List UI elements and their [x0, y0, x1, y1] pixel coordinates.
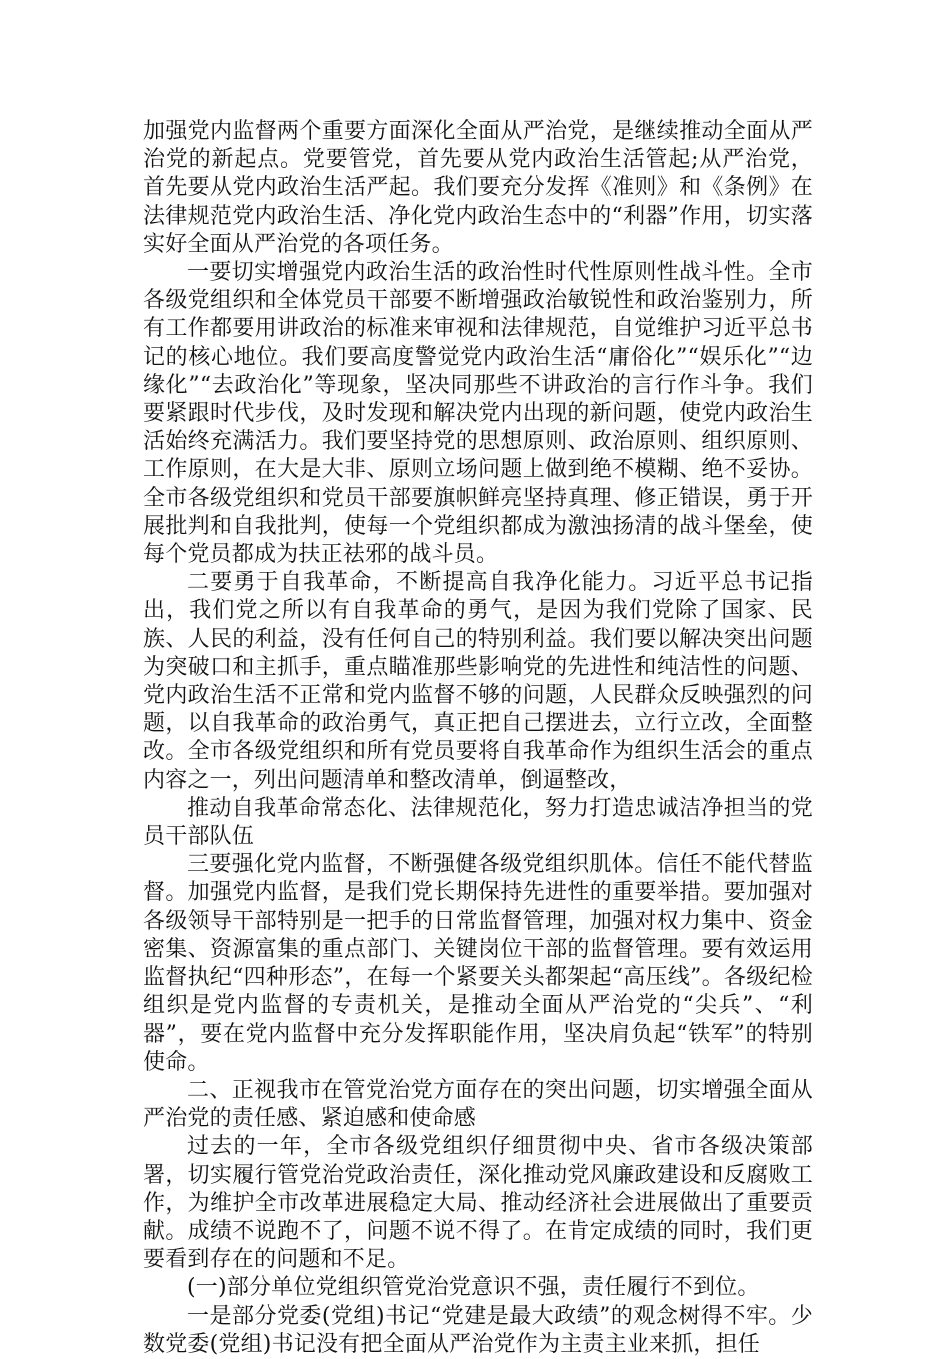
section-heading: 二、正视我市在管党治党方面存在的突出问题，切实增强全面从严治党的责任感、紧迫感和使命感 — [143, 1077, 813, 1132]
paragraph: 一是部分党委(党组)书记“党建是最大政绩”的观念树得不牢。少数党委(党组)书记没有把全面从严治党作为主责主业来抓，担任 — [143, 1303, 813, 1357]
paragraph: 过去的一年，全市各级党组织仔细贯彻中央、省市各级决策部署，切实履行管党治党政治责任，深化推动党风廉政建设和反腐败工作，为维护全市改革进展稳定大局、推动经济社会进展做出了重要贡献。成绩不说跑不了，问题不说不得了。在肯定成绩的同时，我们更要看到存在的问题和不足。 — [143, 1134, 813, 1273]
paragraph: 三要强化党内监督，不断强健各级党组织肌体。信任不能代替监督。加强党内监督，是我们党长期保持先进性的重要举措。要加强对各级领导干部特别是一把手的日常监督管理，加强对权力集中、资金密集、资源富集的重点部门、关键岗位干部的监督管理。要有效运用监督执纪“四种形态”，在每一个紧要关头都架起“高压线”。各级纪检组织是党内监督的专责机关，是推动全面从严治党的“尖兵”、“利器”，要在党内监督中充分发挥职能作用，坚决肩负起“铁军”的特别使命。 — [143, 852, 813, 1075]
document-body — [143, 118, 813, 1359]
paragraph: 一要切实增强党内政治生活的政治性时代性原则性战斗性。全市各级党组织和全体党员干部要不断增强政治敏锐性和政治鉴别力，所有工作都要用讲政治的标准来审视和法律规范，自觉维护习近平总书记的核心地位。我们要高度警觉党内政治生活“庸俗化”“娱乐化”“边缘化”“去政治化”等现象，坚决同那些不讲政治的言行作斗争。我们要紧跟时代步伐，及时发现和解决党内出现的新问题，使党内政治生活始终充满活力。我们要坚持党的思想原则、政治原则、组织原则、工作原则，在大是大非、原则立场问题上做到绝不模糊、绝不妥协。全市各级党组织和党员干部要旗帜鲜亮坚持真理、修正错误，勇于开展批判和自我批判，使每一个党组织都成为激浊扬清的战斗堡垒，使每个党员都成为扶正祛邪的战斗员。 — [143, 260, 813, 568]
subsection-heading: (一)部分单位党组织管党治党意识不强，责任履行不到位。 — [187, 1275, 760, 1301]
paragraph: 二要勇于自我革命，不断提高自我净化能力。习近平总书记指出，我们党之所以有自我革命的勇气，是因为我们党除了国家、民族、人民的利益，没有任何自己的特别利益。我们要以解决突出问题为突破口和主抓手，重点瞄准那些影响党的先进性和纯洁性的问题、党内政治生活不正常和党内监督不够的问题，人民群众反映强烈的问题，以自我革命的政治勇气，真正把自己摆进去，立行立改，全面整改。全市各级党组织和所有党员要将自我革命作为组织生活会的重点内容之一，列出问题清单和整改清单，倒逼整改， — [143, 570, 813, 793]
paragraph: 推动自我革命常态化、法律规范化，努力打造忠诚洁净担当的党员干部队伍 — [143, 795, 813, 850]
paragraph: 加强党内监督两个重要方面深化全面从严治党，是继续推动全面从严治党的新起点。党要管党，首先要从党内政治生活管起;从严治党，首先要从党内政治生活严起。我们要充分发挥《准则》和《条例》在法律规范党内政治生活、净化党内政治生态中的“利器”作用，切实落实好全面从严治党的各项任务。 — [143, 119, 813, 257]
